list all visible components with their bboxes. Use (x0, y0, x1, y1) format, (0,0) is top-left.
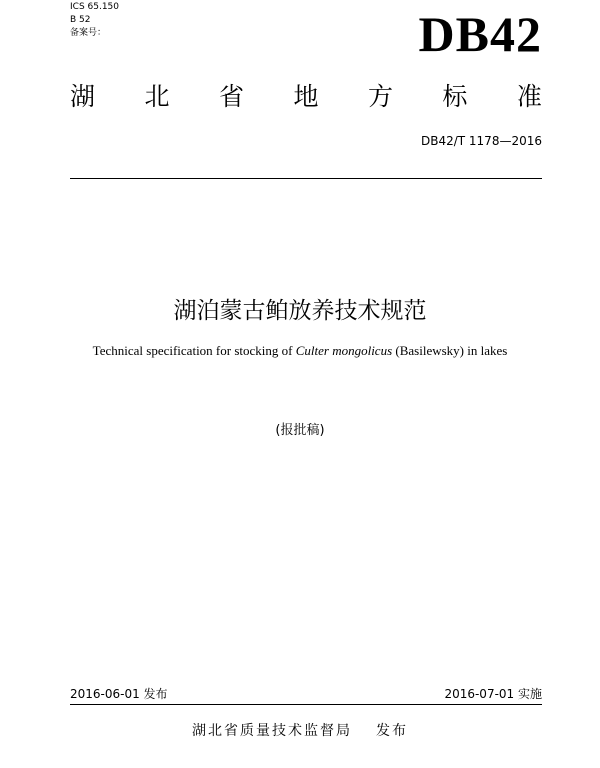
title-chinese: 湖泊蒙古鲌放养技术规范 (173, 298, 427, 324)
ics-code: ICS 65.150 (70, 2, 120, 12)
record-number-label: 备案号： (70, 28, 107, 38)
standard-type-char: 地 (293, 82, 319, 111)
top-divider (70, 178, 542, 179)
standard-number: DB42/T 1178—2016 (420, 134, 542, 148)
issuer-name: 湖北省质量技术监督局 (192, 723, 352, 739)
implementation-date: 2016-07-01 实施 (444, 687, 542, 701)
issue-date: 2016-06-01 发布 (70, 687, 168, 701)
standard-type-char: 湖 (70, 82, 96, 111)
title-english (0, 343, 600, 359)
title-english-suffix: (Basilewsky) in lakes (392, 343, 508, 358)
issuer-action: 发布 (376, 723, 408, 739)
standard-type-heading (70, 80, 542, 114)
standard-type-char: 准 (516, 82, 542, 111)
ccs-code: B 52 (70, 15, 91, 25)
draft-stage: (报批稿) (275, 423, 325, 438)
issuer (0, 722, 600, 740)
title-english-prefix: Technical specification for stocking of (92, 343, 296, 358)
title-english-species: Culter mongolicus (295, 343, 393, 358)
standard-type-char: 省 (218, 82, 244, 111)
standard-type-char: 方 (367, 82, 393, 111)
bottom-divider (70, 704, 542, 705)
standard-type-char: 北 (144, 82, 170, 111)
db42-logo: DB42 (418, 6, 542, 62)
standard-type-char: 标 (442, 82, 468, 111)
